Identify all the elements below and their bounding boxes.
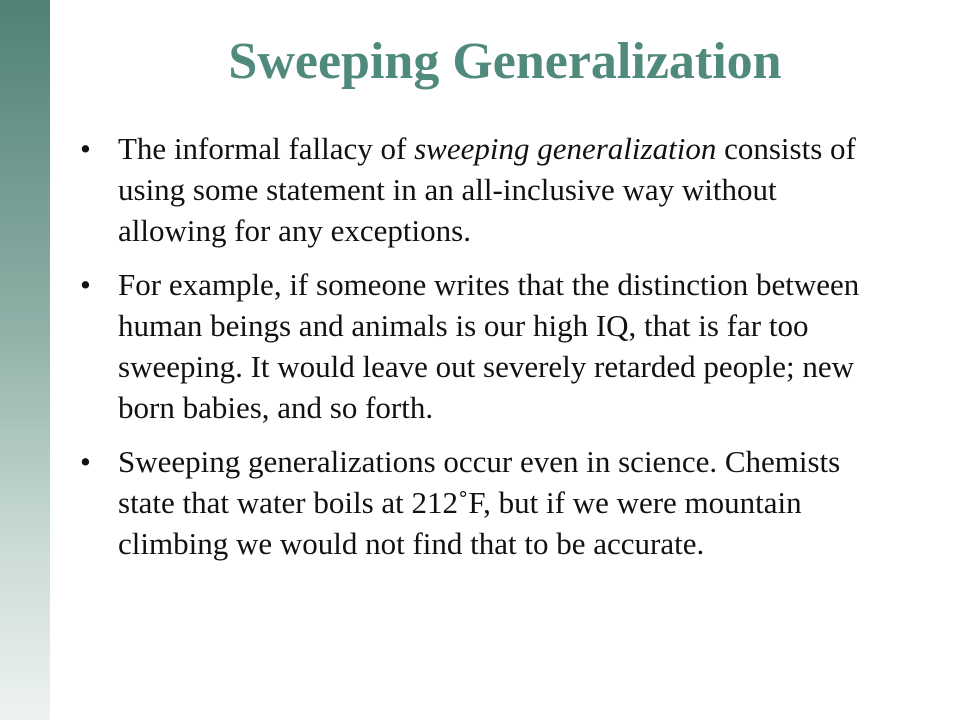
bullet-icon: • [80,131,91,166]
bullet-list [80,128,880,577]
slide-title: Sweeping Generalization [228,33,782,90]
bullet-text-3: Sweeping generalizations occur even in science. Chemists state that water boils at 212˚F, but if we were mountain climbing we would not find that to be accurate. [118,444,841,561]
bullet-text-2: For example, if someone writes that the distinction between human beings and animals is our high IQ, that is far too sweeping. It would leave out severely retarded people; new born babies, and so forth. [118,267,860,425]
bullet-text-1-emphasis: sweeping generalization [414,131,717,166]
bullet-item [80,128,880,251]
decorative-sidebar [0,0,50,720]
bullet-item [80,264,880,428]
bullet-icon: • [80,267,91,302]
bullet-item [80,441,880,564]
bullet-icon: • [80,444,91,479]
bullet-text-1-part-2: consists of using some statement in an all-inclusive way without allowing for any exceptions. [118,131,856,248]
bullet-text-1-part-1: The informal fallacy of [118,131,415,166]
